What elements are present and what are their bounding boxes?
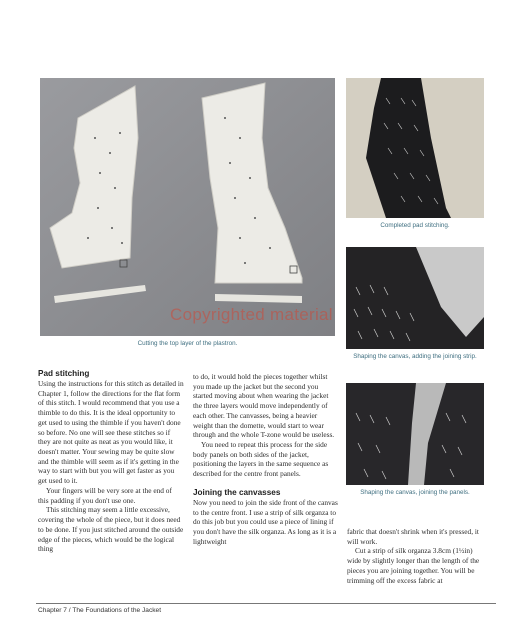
joining-canvasses-heading: Joining the canvasses	[193, 487, 281, 497]
joining-panels-photo	[346, 383, 484, 485]
col1-paragraph-3: This stitching may seem a little excessive, covering the whole of the piece, but it does need to be done. If you just stitched around the outside edge of the pieces, which would be the logical thing	[38, 505, 184, 554]
col2-paragraph-1: to do, it would hold the pieces together whilst you made up the jacket but the second you started moving about when wearing the jacket the three layers would move independently of each other. The canvasses, being a heavier weight than the domette, would start to wear through and the whole T-zone would be useless.	[193, 372, 335, 440]
joining-strip-photo	[346, 247, 484, 349]
col1-paragraph-2: Your fingers will be very sore at the end of this padding if you don't use one.	[38, 485, 172, 505]
pad-stitching-photo	[346, 78, 484, 218]
col3-paragraph-1: fabric that doesn't shrink when it's pressed, it will work.	[347, 527, 479, 546]
col1-paragraph-1: Using the instructions for this stitch as detailed in Chapter 1, follow the directions for the flat form of this stitch. I would recommend that you use a thimble to do this. It is the ideal opportunity to get used to using the thimble if you haven't done so before. No one will see these stitches so if they are not quite as neat as you would like, it doesn't matter. Your sewing may be quite slow and the thimble will seem as if it's getting in the way to start with but you will get faster as you get used to it.	[38, 379, 184, 486]
pad-stitching-heading: Pad stitching	[38, 369, 90, 378]
top-right-caption: Completed pad stitching.	[380, 222, 450, 229]
col3-paragraph-2: Cut a strip of silk organza 3.8cm (1½in) wide by slightly longer than the length of the pieces you are joining together. You will be trimming off the excess fabric at	[347, 546, 480, 585]
main-photo-caption: Cutting the top layer of the plastron.	[137, 340, 238, 347]
middle-right-caption: Shaping the canvas, adding the joining strip.	[353, 353, 477, 360]
col2-paragraph-2: You need to repeat this process for the side body panels on both sides of the jacket, positioning the layers in the same sequence as described for the centre front panels.	[193, 440, 329, 479]
bottom-right-caption: Shaping the canvas, joining the panels.	[360, 489, 470, 496]
col2-paragraph-3: Now you need to join the side front of the canvas to the centre front. I use a strip of silk organza to do this job but you could use a piece of lining if you don't have the silk organza. As long as it is a lightweight	[193, 497, 338, 546]
footer-rule	[36, 603, 496, 604]
page-footer: Chapter 7 / The Foundations of the Jacket	[38, 607, 162, 614]
text-column-2	[193, 372, 339, 547]
text-column-1	[38, 369, 184, 554]
text-column-3	[347, 527, 487, 585]
plastron-cutting-photo	[40, 78, 335, 336]
copyright-watermark: Copyrighted material	[170, 305, 333, 324]
